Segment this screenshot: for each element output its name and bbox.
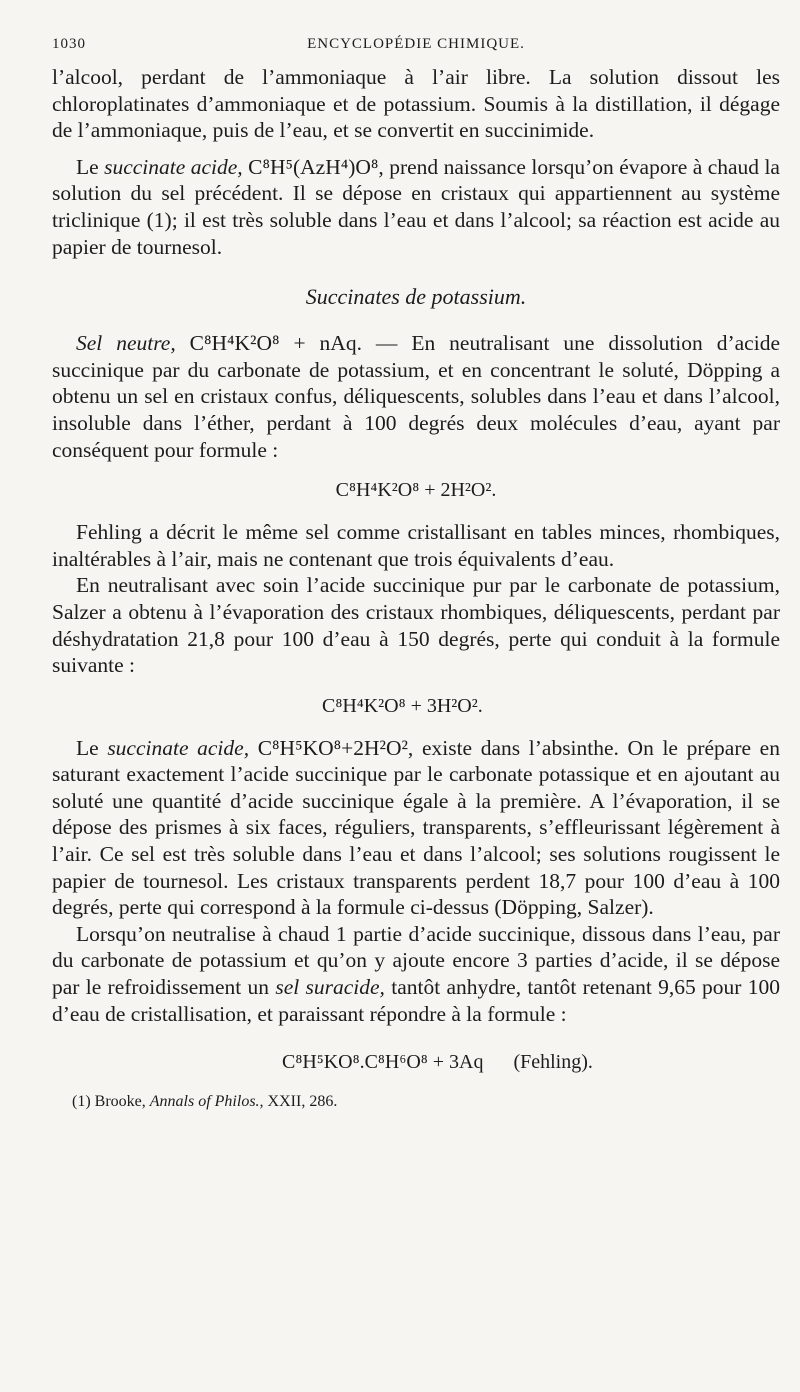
document-page	[52, 30, 780, 1113]
running-title: ENCYCLOPÉDIE CHIMIQUE.	[307, 36, 525, 52]
footnote: (1) Brooke, Annals of Philos., XXII, 286.	[72, 1093, 338, 1111]
formula-3	[52, 1049, 780, 1075]
section-title: Succinates de potassium.	[305, 284, 527, 310]
paragraph-sel-neutre: Sel neutre, C⁸H⁴K²O⁸ + nAq. — En neutralisant une dissolution d’acide succinique par du carbonate de potassium, et en concentrant le soluté, Döpping a obtenu un sel en cristaux confus, déliquescents, solubles dans l’eau et dans l’alcool, insoluble dans l’éther, perdant à 100 degrés deux molécules d’eau, ayant par conséquent pour formule :	[52, 331, 780, 462]
formula-3-expression: C⁸H⁵KO⁸.C⁸H⁶O⁸ + 3Aq	[282, 1051, 484, 1074]
term-succinate-acide: succinate acide,	[104, 154, 243, 179]
footnote-journal: Annals of Philos.,	[149, 1093, 264, 1111]
paragraph-salzer: En neutralisant avec soin l’acide succinique pur par le carbonate de potassium, Salzer a obtenu à l’évaporation des cristaux rhombiques, déliquescents, perdant par déshydratation 21,8 pour 100 d’eau à 150 degrés, perte qui conduit à la formule suivante :	[52, 573, 780, 678]
term-sel-suracide: sel suracide,	[275, 975, 385, 1000]
term-sel-neutre: Sel neutre,	[76, 331, 176, 356]
paragraph-sel-suracide: Lorsqu’on neutralise à chaud 1 partie d’acide succinique, dissous dans l’eau, par du carbonate de potassium et qu’on y ajoute encore 3 parties d’acide, il se dépose par le refroidissement un sel suracide, tantôt anhydre, tantôt retenant 9,65 pour 100 d’eau de cristallisation, et paraissant répondre à la formule :	[52, 921, 780, 1026]
paragraph-fehling: Fehling a décrit le même sel comme cristallisant en tables minces, rhombiques, inaltérables à l’air, mais ne contenant que trois équivalents d’eau.	[52, 520, 780, 571]
page-header	[52, 30, 780, 64]
paragraph-potassium-acid-succinate: Le succinate acide, C⁸H⁵KO⁸+2H²O², existe dans l’absinthe. On le prépare en saturant exactement l’acide succinique par le carbonate potassique et en ajoutant au soluté une quantité d’acide succinique égale à la première. A l’évaporation, il se dépose des prismes à six faces, réguliers, transparents, s’effleurissant légèrement à l’air. Ce sel est très soluble dans l’eau et dans l’alcool; ses solutions rougissent le papier de tournesol. Les cristaux transparents perdent 18,7 pour 100 d’eau à 100 degrés, perte qui correspond à la formule ci-dessus (Döpping, Salzer).	[52, 735, 780, 920]
formula-3-source: (Fehling).	[513, 1051, 593, 1074]
paragraph-continuation: l’alcool, perdant de l’ammoniaque à l’air libre. La solution dissout les chloroplatinates d’ammoniaque et de potassium. Soumis à la distillation, il dégage de l’ammoniaque, puis de l’eau, et se convertit en succinimide.	[52, 65, 780, 143]
formula-2: C⁸H⁴K²O⁸ + 3H²O².	[322, 694, 483, 717]
page-number: 1030	[52, 36, 86, 52]
footnote-marker: (1)	[72, 1093, 91, 1111]
formula-1: C⁸H⁴K²O⁸ + 2H²O².	[335, 479, 497, 502]
term-succinate-acide-2: succinate acide,	[107, 735, 250, 760]
paragraph-ammonium-acid-succinate: Le succinate acide, C⁸H⁵(AzH⁴)O⁸, prend naissance lorsqu’on évapore à chaud la solution du sel précédent. Il se dépose en cristaux qui appartiennent au système triclinique (1); il est très soluble dans l’eau et dans l’alcool; sa réaction est acide au papier de tournesol.	[52, 154, 780, 259]
